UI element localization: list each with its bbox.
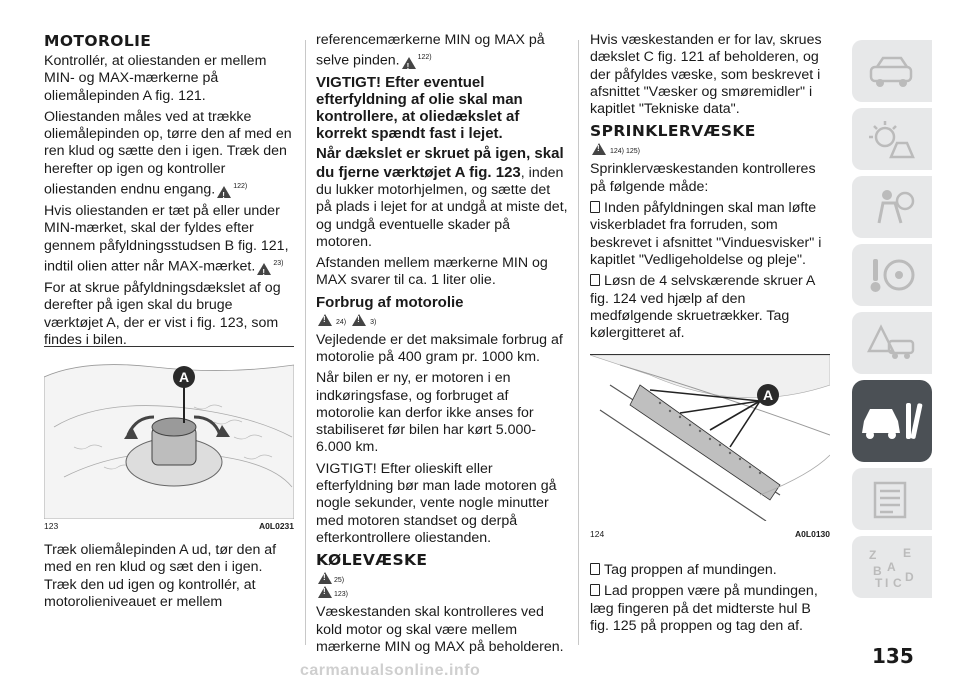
svg-text:B: B (873, 564, 882, 578)
svg-text:A: A (887, 560, 896, 574)
paragraph: For at skrue påfyldningsdækslet af og derefter på igen skal du bruge værktøjet A, der er vist i fig. 123, som findes i bilen. (44, 280, 281, 348)
paragraph: referencemærkerne MIN og MAX på selve pinden.! $^{122)}$ (316, 32, 568, 70)
figure-123 (44, 346, 294, 531)
warning-lights-icon (867, 119, 917, 159)
warning-icon (352, 314, 366, 326)
paragraph: Sprinklervæskestanden kontrolleres på følgende måde: (590, 161, 816, 195)
watermark: carmanualsonline.info (300, 662, 481, 679)
bullet-icon (590, 201, 600, 213)
column-1 (44, 32, 294, 353)
figure-caption: 123 A0L0231 (44, 521, 294, 531)
warning-icon (257, 263, 271, 275)
car-service-tools-icon (860, 399, 924, 443)
svg-text:T: T (875, 576, 883, 589)
paragraph: Afstanden mellem mærkerne MIN og MAX svarer til ca. 1 liter olie. (316, 255, 548, 289)
warning-icon (592, 143, 606, 155)
column-divider (578, 40, 579, 645)
important-note: VIGTIGT! Efter eventuel efterfyldning af olie skal man kontrollere, at oliedækslet af korrekt spændt fast i lejet. (316, 74, 523, 143)
figure-caption: 124 A0L0130 (590, 529, 830, 539)
warning-icon (402, 57, 416, 69)
subheading-oil-consumption: Forbrug af motorolie (316, 293, 464, 311)
warning-icon (217, 186, 231, 198)
svg-text:C: C (893, 576, 902, 589)
bullet-icon (590, 274, 600, 286)
tab-safety[interactable] (852, 176, 932, 238)
dashboard-car-icon (867, 53, 917, 89)
bullet-icon (590, 584, 600, 596)
svg-text:I: I (885, 576, 889, 589)
warning-icon (318, 314, 332, 326)
section-heading-motorolie: MOTOROLIE (44, 32, 152, 50)
paragraph: Væskestanden skal kontrolleres ved kold motor og skal være mellem mærkerne MIN og MAX på beholderen. (316, 604, 564, 655)
tab-driving[interactable] (852, 244, 932, 306)
tab-technical-data[interactable] (852, 468, 932, 530)
figure-124 (590, 354, 830, 539)
reference-marks: ! 24) ! 3) (316, 314, 568, 326)
tab-service-maintenance[interactable] (852, 380, 932, 462)
svg-text:A: A (178, 369, 190, 385)
warning-triangle-car-icon (867, 323, 917, 363)
bullet-item: Inden påfyldningen skal man løfte viskerbladet fra forruden, som beskrevet i afsnittet "Vinduesvisker" i kapitlet "Vedligeholdelse og pleje". (590, 200, 822, 268)
reference-marks: ! 124) 125) (590, 143, 830, 155)
bullet-item: Lad proppen være på mundingen, læg fingeren på det midterste hul B fig. 125 på proppen og tag den af. (590, 583, 818, 634)
index-letters-icon (865, 545, 919, 589)
section-heading-sprinklervaeske: SPRINKLERVÆSKE (590, 122, 756, 141)
column-3 (590, 32, 830, 346)
reference-marks: ! 25) ! 123) (316, 572, 568, 598)
section-heading-kolevaeske: KØLEVÆSKE (316, 551, 428, 570)
column-1-bottom (44, 542, 294, 615)
oil-filler-cap-illustration (44, 347, 294, 519)
tab-emergency[interactable] (852, 312, 932, 374)
paragraph: Når bilen er ny, er motoren i en indkøringsfase, og forbruget af motorolie kan derfor ikke anses for stabiliseret før bilen har kørt 5.000-6.000 km. (316, 370, 536, 456)
paragraph: Træk oliemålepinden A ud, tør den af med en ren klud og sæt den i igen. Træk den ud igen og kontrollér, at motorolieniveauet er mellem (44, 542, 277, 610)
paragraph: VIGTIGT! Efter olieskift eller efterfyldning bør man lade motoren gå nogle sekunder, vente nogle minutter med motoren standset og derpå efterkontrollere oliestanden. (316, 460, 557, 546)
steering-key-icon (867, 255, 917, 295)
paragraph: Vejledende er det maksimale forbrug af motorolie på 400 gram pr. 1000 km. (316, 331, 563, 365)
paragraph: Hvis væskestanden er for lav, skrues dækslet C fig. 121 af beholderen, og der påfyldes væske, som beskrevet i afsnittet "Væsker og smøremidler" i kapitlet "Tekniske data". (590, 32, 822, 118)
column-3-bottom (590, 562, 830, 639)
bullet-item: Tag proppen af mundingen. (590, 562, 830, 579)
svg-text:Z: Z (869, 548, 877, 562)
page-number: 135 (872, 644, 914, 668)
warning-icon (318, 572, 332, 584)
tab-warning-lights[interactable] (852, 108, 932, 170)
column-2 (316, 32, 568, 660)
column-divider (305, 40, 306, 645)
tab-dashboard[interactable] (852, 40, 932, 102)
airbag-person-icon (867, 187, 917, 227)
svg-text:E: E (903, 546, 912, 560)
bullet-icon (590, 563, 600, 575)
tab-index[interactable] (852, 536, 932, 598)
svg-text:D: D (905, 570, 914, 584)
paragraph: Kontrollér, at oliestanden er mellem MIN- og MAX-mærkerne på oliemålepinden A fig. 121. (44, 53, 267, 104)
warning-icon (318, 586, 332, 598)
tech-specs-list-icon (867, 479, 917, 519)
paragraph: Når dækslet er skruet på igen, skal du fjerne værktøjet A fig. 123, inden du lukker motorhjelmen, og sætte det på plads i lejet for at undgå at miste det, og undgå eventuelle skader på motoren. (316, 145, 568, 250)
paragraph: Hvis oliestanden er tæt på eller under MIN-mærket, skal der fyldes efter gennem påfyldningsstudsen B fig. 121, indtil olien atter når MAX-mærket.! $^{23)}$ (44, 203, 294, 276)
paragraph: Oliestanden måles ved at trække oliemålepinden op, tørre den af med en ren klud og sætte den i igen. Træk den herefter op igen og kontroller oliestanden endnu engang.! $^{122)}$ (44, 109, 294, 199)
svg-text:A: A (762, 387, 774, 403)
bullet-item: Løsn de 4 selvskærende skruer A fig. 124 ved hjælp af den medfølgende skruetrækker. Tag kølergitteret af. (590, 273, 815, 342)
chapter-tabs (852, 40, 932, 604)
windscreen-grille-illustration (590, 355, 830, 521)
